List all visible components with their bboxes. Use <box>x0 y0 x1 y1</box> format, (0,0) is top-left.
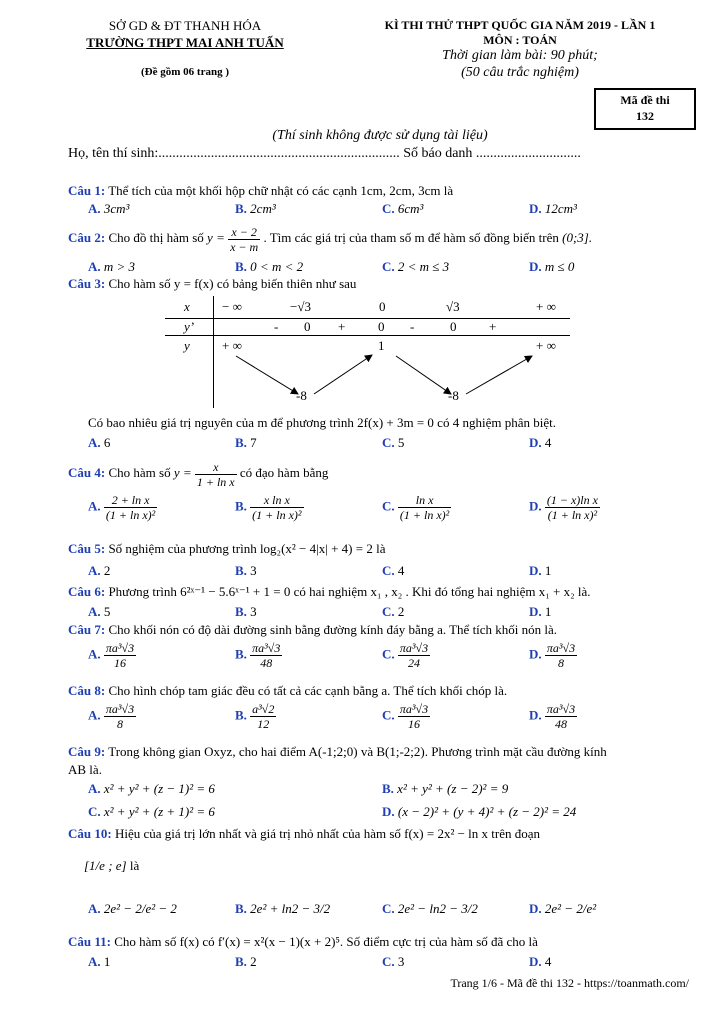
page-count: (Đề gồm 06 trang ) <box>141 66 229 78</box>
exam-title: KÌ THI THỬ THPT QUỐC GIA NĂM 2019 - LẦN 1 <box>384 18 656 32</box>
sign: + <box>338 319 346 334</box>
letter-b: B. <box>235 201 247 216</box>
question-5: Câu 5: Số nghiệm của phương trình log₂(x² − 4|x| + 4) = 2 là <box>68 541 386 556</box>
y-bottom: -8 <box>296 388 307 403</box>
y-top: + ∞ <box>536 338 556 353</box>
sign: - <box>410 319 415 334</box>
row-label-x: x <box>184 299 190 314</box>
q3-question: Có bao nhiêu giá trị nguyên của m để phương trình 2f(x) + 3m = 0 có 4 nghiệm phân biệt. <box>88 415 556 430</box>
y-bottom: -8 <box>448 388 459 403</box>
q10-option-d: D. 2e² − 2/e² <box>529 901 597 916</box>
exam-code-label: Mã đề thi <box>620 93 670 107</box>
sign: 0 <box>378 319 385 334</box>
q8-option-a: A. $\frac{\text{πa³√3}}{8}$ <box>88 702 135 731</box>
q9-option-d: D. (x − 2)² + (y + 4)² + (z − 2)² = 24 <box>382 804 577 819</box>
question-9: Câu 9: Trong không gian Oxyz, cho hai điểm A(-1;2;0) và B(1;-2;2). Phương trình mặt cầu đường kính <box>68 744 607 759</box>
q1-c: 6cm³ <box>397 201 424 216</box>
question-11: Câu 11: Cho hàm số f(x) có f′(x) = x²(x − 1)(x + 2)⁵. Số điểm cực trị của hàm số đã cho là <box>68 934 538 949</box>
q7-option-a: A. $\frac{\text{πa³√3}}{16}$ <box>88 641 135 670</box>
q10-option-b: B. 2e² + ln2 − 3/2 <box>235 901 331 916</box>
q8-option-d: D. $\frac{\text{πa³√3}}{48}$ <box>529 702 576 731</box>
subject: MÔN : TOÁN <box>483 33 557 47</box>
q3-option-c: C. 5 <box>382 435 405 450</box>
q10-interval: [1/e ; e] là <box>84 858 140 873</box>
q5-option-a: A. 2 <box>88 563 111 578</box>
x-val: − ∞ <box>222 299 242 314</box>
question-7: Câu 7: Cho khối nón có độ dài đường sinh bằng đường kính đáy bằng a. Thể tích khối nón là. <box>68 622 558 637</box>
q8-option-b: B. $\frac{\text{a³√2}}{12}$ <box>235 702 275 731</box>
q10-option-c: C. 2e² − ln2 − 3/2 <box>382 901 478 916</box>
q9-option-a: A. x² + y² + (z − 1)² = 6 <box>88 781 215 796</box>
q2-interval: (0;3]. <box>562 230 593 245</box>
q4-option-c: C. $\frac{\text{ln x}}{\text{(1 + ln x)²}}$ <box>382 493 450 522</box>
q5-option-c: C. 4 <box>382 563 405 578</box>
q2-label: Câu 2: <box>68 230 106 245</box>
q2-option-d: D. m ≤ 0 <box>529 259 575 274</box>
question-4: Câu 4: Cho hàm số y = $\frac{x}{\text{1 + ln x}}$ có đạo hàm bằng <box>68 459 329 489</box>
q6-option-c: C. 2 <box>382 604 405 619</box>
q2-option-a: A. m > 3 <box>88 259 136 274</box>
row-label-y: y <box>184 338 190 353</box>
q2-option-c: C. 2 < m ≤ 3 <box>382 259 450 274</box>
row-label-yprime: y’ <box>184 319 195 334</box>
q7-option-c: C. $\frac{\text{πa³√3}}{24}$ <box>382 641 429 670</box>
exam-code-value: 132 <box>636 109 654 123</box>
page-footer: Trang 1/6 - Mã đề thi 132 - https://toanmath.com/ <box>450 976 689 990</box>
variation-arrows <box>0 0 725 420</box>
letter-d: D. <box>529 201 542 216</box>
sign: 0 <box>304 319 311 334</box>
letter-a: A. <box>88 201 101 216</box>
q3-option-d: D. 4 <box>529 435 552 450</box>
exam-note: (Thí sinh không được sử dụng tài liệu) <box>272 128 488 143</box>
q1-b: 2cm³ <box>250 201 276 216</box>
q2-frac-num: x − 2 <box>228 225 260 240</box>
dept-name: SỞ GD & ĐT THANH HÓA <box>108 18 262 33</box>
q11-option-b: B. 2 <box>235 954 257 969</box>
q10-option-a: A. 2e² − 2/e² − 2 <box>88 901 177 916</box>
q6-option-b: B. 3 <box>235 604 257 619</box>
question-10: Câu 10: Hiệu của giá trị lớn nhất và giá trị nhỏ nhất của hàm số f(x) = 2x² − ln x trên đoạn <box>68 826 541 841</box>
question-count: (50 câu trắc nghiệm) <box>461 65 579 80</box>
q6-option-d: D. 1 <box>529 604 552 619</box>
q5-option-b: B. 3 <box>235 563 257 578</box>
x-val: + ∞ <box>536 299 556 314</box>
q9-option-c: C. x² + y² + (z + 1)² = 6 <box>88 804 215 819</box>
exam-time: Thời gian làm bài: 90 phút; <box>442 48 598 63</box>
q2-post: . Tìm các giá trị của tham số m để hàm số đồng biến trên <box>263 230 559 245</box>
q1-label: Câu 1: <box>68 183 106 198</box>
q5-option-d: D. 1 <box>529 563 552 578</box>
question-6: Câu 6: Phương trình 6²ˣ⁻¹ − 5.6ˣ⁻¹ + 1 = 0 có hai nghiệm x₁ , x₂ . Khi đó tổng hai nghiệm x₁ + x₂ là. <box>68 584 591 599</box>
q3-text: Cho hàm số y = f(x) có bảng biến thiên như sau <box>108 276 357 291</box>
q8-option-c: C. $\frac{\text{πa³√3}}{16}$ <box>382 702 429 731</box>
q1-text: Thể tích của một khối hộp chữ nhật có các cạnh 1cm, 2cm, 3cm là <box>108 183 454 198</box>
question-2: Câu 2: Cho đồ thị hàm số y = $\frac{x - 2}{x - m}$ . Tìm các giá trị của tham số m để hàm số đồng biến trên (0;3]. <box>68 224 593 254</box>
q1-a: 3cm³ <box>103 201 130 216</box>
q9-text-line2: AB là. <box>68 762 102 777</box>
q11-option-c: C. 3 <box>382 954 405 969</box>
question-8: Câu 8: Cho hình chóp tam giác đều có tất cả các cạnh bằng a. Thể tích khối chóp là. <box>68 683 508 698</box>
q11-option-a: A. 1 <box>88 954 111 969</box>
x-val: 0 <box>379 299 386 314</box>
q4-option-a: A. $\frac{\text{2 + ln x}}{\text{(1 + ln x)²}}$ <box>88 493 156 522</box>
sign: + <box>489 319 497 334</box>
q7-option-b: B. $\frac{\text{πa³√3}}{48}$ <box>235 641 281 670</box>
q4-option-b: B. $\frac{\text{x ln x}}{\text{(1 + ln x)²}}$ <box>235 493 302 522</box>
y-top: + ∞ <box>222 338 242 353</box>
q6-option-a: A. 5 <box>88 604 111 619</box>
q3-option-b: B. 7 <box>235 435 257 450</box>
sign: - <box>274 319 279 334</box>
q3-option-a: A. 6 <box>88 435 111 450</box>
letter-c: C. <box>382 201 395 216</box>
y-top: 1 <box>378 338 385 353</box>
q2-frac-den: x − m <box>230 239 259 254</box>
q1-d: 12cm³ <box>544 201 577 216</box>
x-val: −√3 <box>290 299 311 314</box>
candidate-info-line: Họ, tên thí sinh:..................................................................... Số báo danh .............................. <box>68 146 581 161</box>
x-val: √3 <box>446 299 460 314</box>
q2-option-b: B. 0 < m < 2 <box>235 259 304 274</box>
q11-option-d: D. 4 <box>529 954 552 969</box>
q7-option-d: D. $\frac{\text{πa³√3}}{8}$ <box>529 641 576 670</box>
q2-pre: Cho đồ thị hàm số <box>108 230 204 245</box>
q9-option-b: B. x² + y² + (z − 2)² = 9 <box>382 781 509 796</box>
school-name: TRƯỜNG THPT MAI ANH TUẤN <box>86 35 284 50</box>
sign: 0 <box>450 319 457 334</box>
question-3: Câu 3: Cho hàm số y = f(x) có bảng biến thiên như sau <box>68 276 357 291</box>
q4-option-d: D. $\frac{\text{(1 − x)ln x}}{\text{(1 + ln x)²}}$ <box>529 493 598 522</box>
